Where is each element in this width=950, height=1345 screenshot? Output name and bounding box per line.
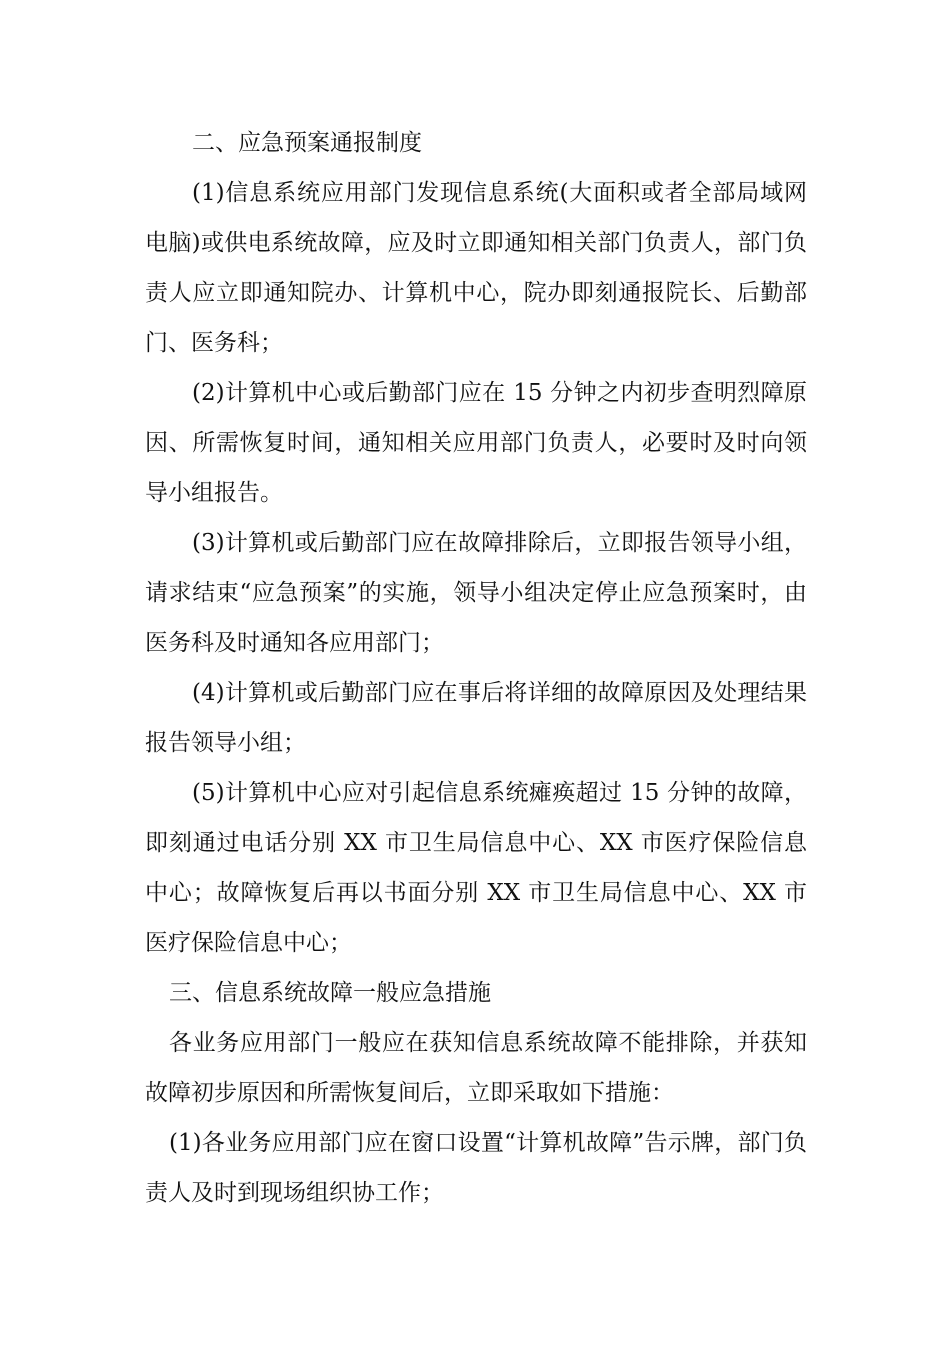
section-2-item-1: (1)信息系统应用部门发现信息系统(大面积或者全部局域网电脑)或供电系统故障，应及时立即通知相关部门负责人，部门负责人应立即通知院办、计算机中心，院办即刻通报院长、后勤部门、医务科； — [145, 180, 807, 356]
section-2-item-4: (4)计算机或后勤部门应在事后将详细的故障原因及处理结果报告领导小组； — [145, 680, 807, 756]
document-body — [145, 118, 807, 1218]
section-2-title: 二、应急预案通报制度 — [192, 130, 422, 156]
section-3-intro: 各业务应用部门一般应在获知信息系统故障不能排除，并获知故障初步原因和所需恢复间后，立即采取如下措施： — [145, 1030, 807, 1106]
section-2-item-2: (2)计算机中心或后勤部门应在 15 分钟之内初步查明烈障原因、所需恢复时间，通知相关应用部门负责人，必要时及时向领导小组报告。 — [145, 380, 807, 506]
section-2-item-5: (5)计算机中心应对引起信息系统瘫痪超过 15 分钟的故障，即刻通过电话分别 XX 市卫生局信息中心、XX 市医疗保险信息中心；故障恢复后再以书面分别 XX 市卫生局信息中心、XX 市医疗保险信息中心； — [145, 780, 807, 956]
section-3-item-1: (1)各业务应用部门应在窗口设置“计算机故障”告示牌，部门负责人及时到现场组织协工作； — [145, 1130, 807, 1206]
section-2-item-3: (3)计算机或后勤部门应在故障排除后，立即报告领导小组，请求结束“应急预案”的实施，领导小组决定停止应急预案时，由医务科及时通知各应用部门； — [145, 530, 807, 656]
section-3-title: 三、信息系统故障一般应急措施 — [169, 980, 491, 1006]
